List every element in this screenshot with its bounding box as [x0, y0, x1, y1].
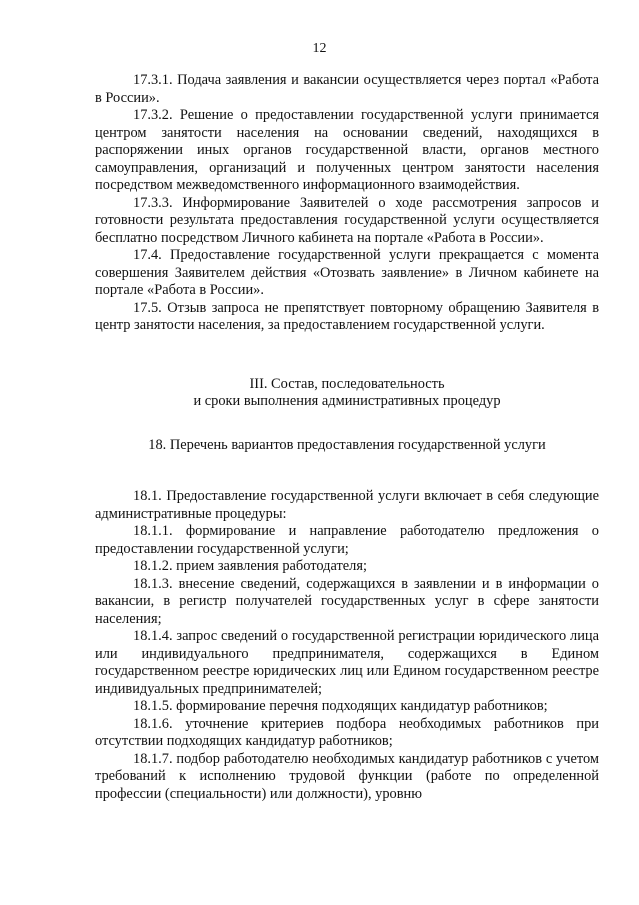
- paragraph-17-4: 17.4. Предоставление государственной услуги прекращается с момента совершения Заявителем действия «Отозвать заявление» в Личном кабинете на портале «Работа в России».: [95, 247, 599, 298]
- paragraph-18-1-4: 18.1.4. запрос сведений о государственной регистрации юридического лица или индивидуального предпринимателя, содержащихся в Едином государственном реестре юридических лиц или Едином государственном реестре индивидуальных предпринимателей;: [95, 628, 599, 697]
- paragraph-17-3-1: 17.3.1. Подача заявления и вакансии осуществляется через портал «Работа в России».: [95, 72, 599, 106]
- section-heading-line-2: и сроки выполнения административных процедур: [193, 393, 501, 409]
- procedures-list: [95, 488, 599, 803]
- paragraph-17-5: 17.5. Отзыв запроса не препятствует повторному обращению Заявителя в центр занятости населения, за предоставлением государственной услуги.: [95, 299, 599, 333]
- section-heading-line-1: III. Состав, последовательность: [249, 375, 445, 392]
- paragraph-18-1-5: 18.1.5. формирование перечня подходящих кандидатур работников;: [133, 698, 548, 714]
- paragraph-18-1-2: 18.1.2. прием заявления работодателя;: [133, 558, 367, 574]
- section-heading: [95, 376, 599, 411]
- paragraph-18-1-6: 18.1.6. уточнение критериев подбора необходимых работников при отсутствии подходящих кандидатур работников;: [95, 715, 599, 749]
- paragraph-18-1-7: 18.1.7. подбор работодателю необходимых кандидатур работников с учетом требований к исполнению трудовой функции (работе по определенной профессии (специальности) или должности), уровню: [95, 750, 599, 802]
- paragraph-18-1: 18.1. Предоставление государственной услуги включает в себя следующие административные процедуры:: [95, 488, 599, 522]
- paragraph-18-1-1: 18.1.1. формирование и направление работодателю предложения о предоставлении государственной услуги;: [95, 523, 599, 557]
- paragraph-17-3-2: 17.3.2. Решение о предоставлении государственной услуги принимается центром занятости населения на основании сведений, находящихся в распоряжении иных органов государственной власти, органов местного самоуправления, организаций и полученных центром занятости населения посредством межведомственного информационного взаимодействия.: [95, 107, 599, 193]
- paragraph-18-1-3: 18.1.3. внесение сведений, содержащихся в заявлении и в информации о вакансии, в регистр получателей государственных услуг в сфере занятости населения;: [95, 575, 599, 627]
- paragraph-17-3-3: 17.3.3. Информирование Заявителей о ходе рассмотрения запросов и готовности результата предоставления государственной услуги осуществляется бесплатно посредством Личного кабинета на портале «Работа в России».: [95, 194, 599, 246]
- subsection-heading: 18. Перечень вариантов предоставления государственной услуги: [148, 436, 546, 453]
- document-body: [95, 72, 599, 803]
- page-number: 12: [312, 41, 327, 56]
